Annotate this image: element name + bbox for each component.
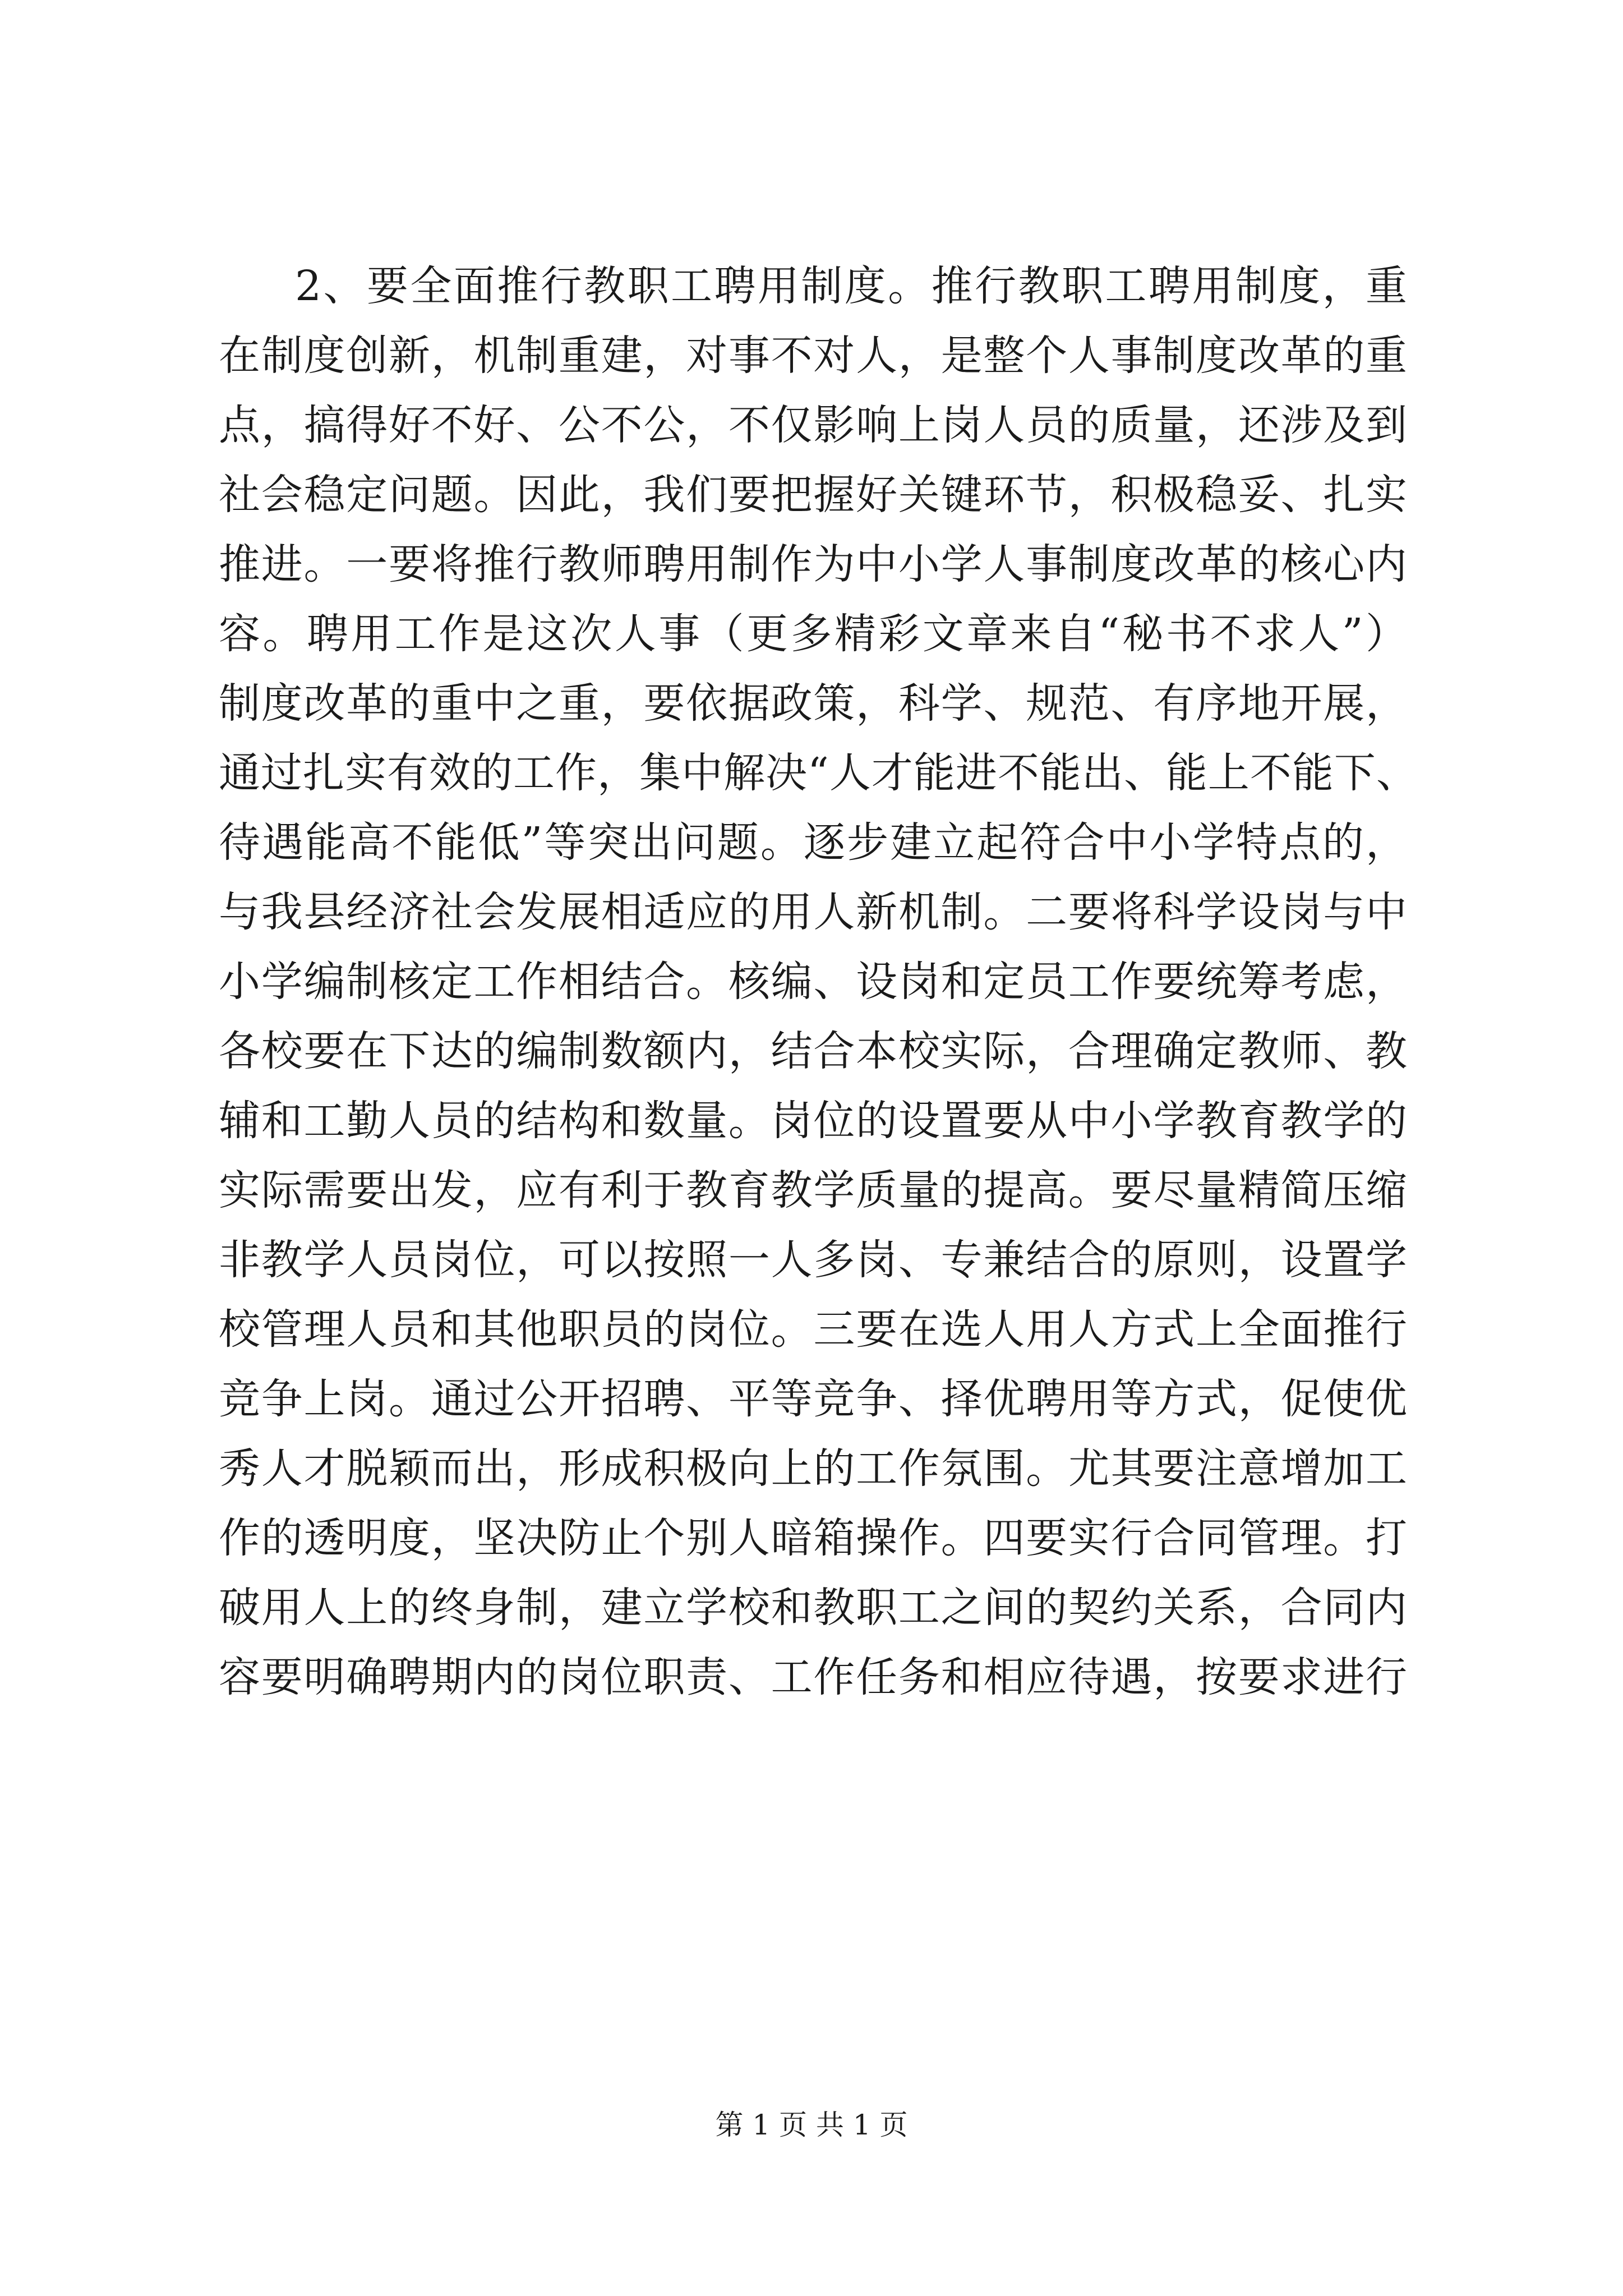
body-paragraph [219,251,1418,1712]
text-line: 非教学人员岗位，可以按照一人多岗、专兼结合的原则，设置学 [219,1236,1408,1284]
text-line: 破用人上的终身制，建立学校和教职工之间的契约关系，合同内 [219,1584,1408,1632]
page-footer [0,2102,1623,2143]
text-line: 容要明确聘期内的岗位职责、工作任务和相应待遇，按要求进行 [219,1653,1408,1701]
text-line: 制度改革的重中之重，要依据政策，科学、规范、有序地开展， [219,679,1408,728]
page-number: 第 1 页 共 1 页 [715,2109,908,2141]
text-line: 社会稳定问题。因此，我们要把握好关键环节，积极稳妥、扎实 [219,471,1408,519]
text-line: 待遇能高不能低”等突出问题。逐步建立起符合中小学特点的， [219,818,1408,867]
text-line: 点，搞得好不好、公不公，不仅影响上岗人员的质量，还涉及到 [219,401,1408,449]
text-line: 辅和工勤人员的结构和数量。岗位的设置要从中小学教育教学的 [219,1097,1408,1145]
text-line: 校管理人员和其他职员的岗位。三要在选人用人方式上全面推行 [219,1305,1408,1354]
text-line: 与我县经济社会发展相适应的用人新机制。二要将科学设岗与中 [219,888,1408,936]
text-line: 各校要在下达的编制数额内，结合本校实际，合理确定教师、教 [219,1027,1408,1075]
text-line: 秀人才脱颖而出，形成积极向上的工作氛围。尤其要注意增加工 [219,1444,1408,1493]
text-line: 竞争上岗。通过公开招聘、平等竞争、择优聘用等方式，促使优 [219,1375,1408,1423]
text-line: 通过扎实有效的工作，集中解决“人才能进不能出、能上不能下、 [219,749,1418,797]
text-line: 2、要全面推行教职工聘用制度。推行教职工聘用制度，重 [295,262,1408,310]
text-line: 在制度创新，机制重建，对事不对人，是整个人事制度改革的重 [219,332,1408,380]
text-line: 推进。一要将推行教师聘用制作为中小学人事制度改革的核心内 [219,540,1408,588]
text-line: 实际需要出发，应有利于教育教学质量的提高。要尽量精简压缩 [219,1166,1408,1214]
text-line: 小学编制核定工作相结合。核编、设岗和定员工作要统筹考虑， [219,958,1408,1006]
text-line: 作的透明度，坚决防止个别人暗箱操作。四要实行合同管理。打 [219,1514,1408,1562]
text-line: 容。聘用工作是这次人事（更多精彩文章来自“秘书不求人”） [219,610,1408,658]
